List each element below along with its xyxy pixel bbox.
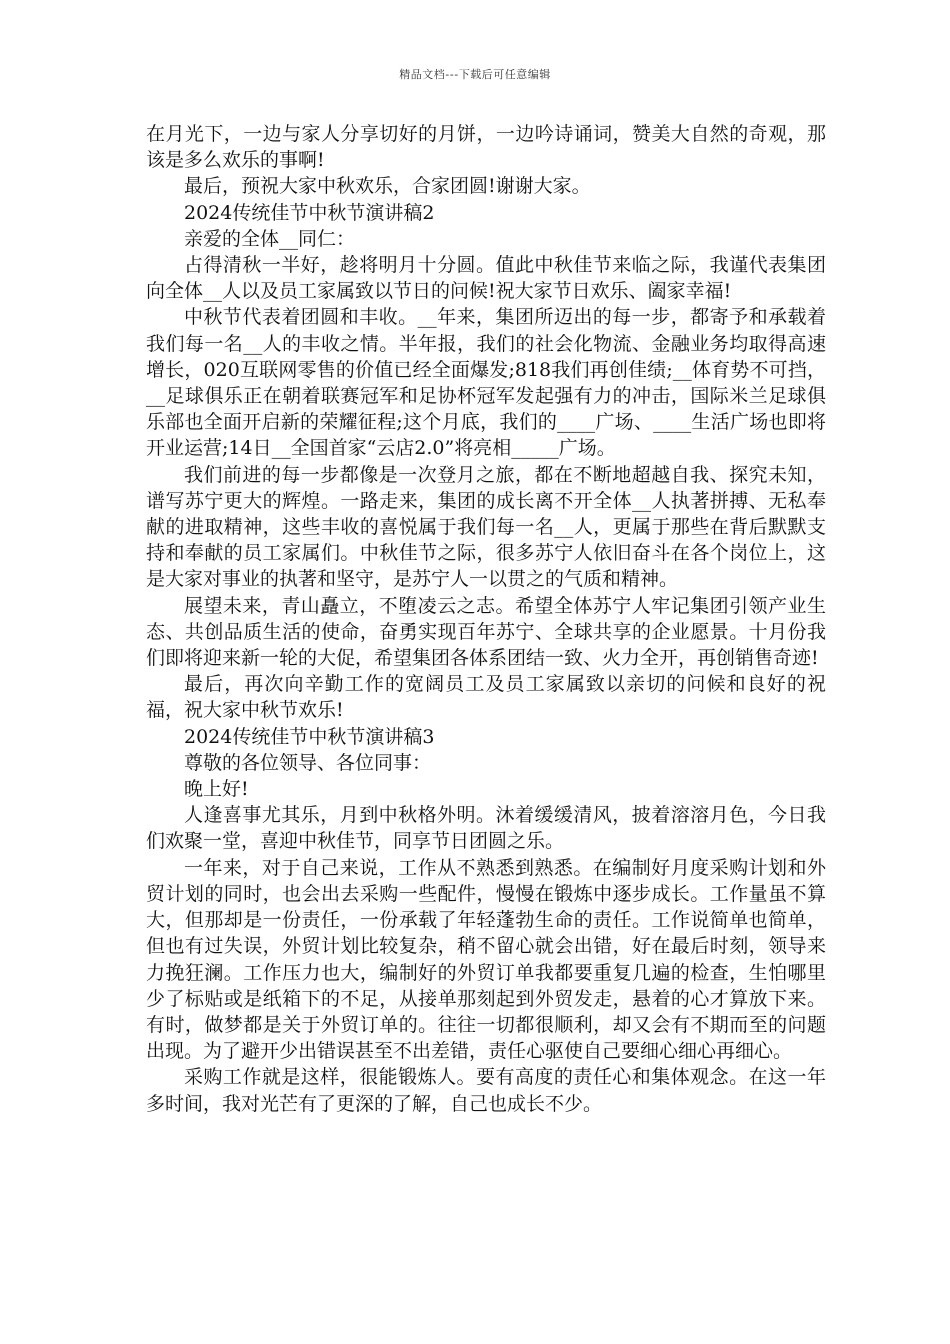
page-header: 精品文档---下载后可任意编辑 [399,68,551,81]
paragraph-2: 最后，预祝大家中秋欢乐，合家团圆!谢谢大家。 [184,175,591,198]
paragraph-8: 展望未来，青山矗立，不堕凌云之志。希望全体苏宁人牢记集团引领产业生态、共创品质生活的使命，奋勇实现百年苏宁、全球共享的企业愿景。十月份我们即将迎来新一轮的大促，希望集团各体系团结一致、火力全开，再创销售奇迹! [146,594,826,670]
paragraph-6: 中秋节代表着团圆和丰收。__年来，集团所迈出的每一步，都寄予和承载着我们每一名__人的丰收之情。半年报，我们的社会化物流、金融业务均取得高速增长，020互联网零售的价值已经全面爆发;818我们再创佳绩;__体育势不可挡，__足球俱乐正在朝着联赛冠军和足协杯冠军发起强有力的冲击，国际米兰足球俱乐部也全面开启新的荣耀征程;这个月底，我们的____广场、____生活广场也即将开业运营;14日__全国首家“云店2.0”将亮相_____广场。 [146,306,826,460]
document-body [146,121,826,1117]
paragraph-1: 在月光下，一边与家人分享切好的月饼，一边吟诗诵词，赞美大自然的奇观，那该是多么欢乐的事啊! [146,123,826,172]
paragraph-15: 采购工作就是这样，很能锻炼人。要有高度的责任心和集体观念。在这一年多时间，我对光芒有了更深的了解，自己也成长不少。 [146,1066,826,1115]
paragraph-14: 一年来，对于自己来说，工作从不熟悉到熟悉。在编制好月度采购计划和外贸计划的同时，也会出去采购一些配件，慢慢在锻炼中逐步成长。工作量虽不算大，但那却是一份责任，一份承载了年轻蓬勃生命的责任。工作说简单也简单，但也有过失误，外贸计划比较复杂，稍不留心就会出错，好在最后时刻，领导来力挽狂澜。工作压力也大，编制好的外贸订单我都要重复几遍的检查，生怕哪里少了标贴或是纸箱下的不足，从接单那刻起到外贸发走，悬着的心才算放下来。有时，做梦都是关于外贸订单的。往往一切都很顺利，却又会有不期而至的问题出现。为了避开少出错误甚至不出差错，责任心驱使自己要细心细心再细心。 [146,856,826,1063]
paragraph-13: 人逢喜事尤其乐，月到中秋格外明。沐着缓缓清风，披着溶溶月色，今日我们欢聚一堂，喜迎中秋佳节，同享节日团圆之乐。 [146,804,826,853]
paragraph-5: 占得清秋一半好，趁将明月十分圆。值此中秋佳节来临之际，我谨代表集团向全体__人以及员工家属致以节日的问候!祝大家节日欢乐、阖家幸福! [146,254,826,303]
salutation-3: 尊敬的各位领导、各位同事： [184,751,432,774]
greeting: 晚上好! [184,778,249,801]
section-title-2: 2024传统佳节中秋节演讲稿2 [184,201,435,224]
section-title-3: 2024传统佳节中秋节演讲稿3 [184,725,435,748]
salutation-2: 亲爱的全体__同仁： [184,227,356,250]
paragraph-7: 我们前进的每一步都像是一次登月之旅，都在不断地超越自我、探究未知，谱写苏宁更大的辉煌。一路走来，集团的成长离不开全体__人执著拼搏、无私奉献的进取精神，这些丰收的喜悦属于我们每一名__人，更属于那些在背后默默支持和奉献的员工家属们。中秋佳节之际，很多苏宁人依旧奋斗在各个岗位上，这是大家对事业的执著和坚守，是苏宁人一以贯之的气质和精神。 [146,463,826,591]
paragraph-9: 最后，再次向辛勤工作的宽阔员工及员工家属致以亲切的问候和良好的祝福，祝大家中秋节欢乐! [146,673,826,722]
